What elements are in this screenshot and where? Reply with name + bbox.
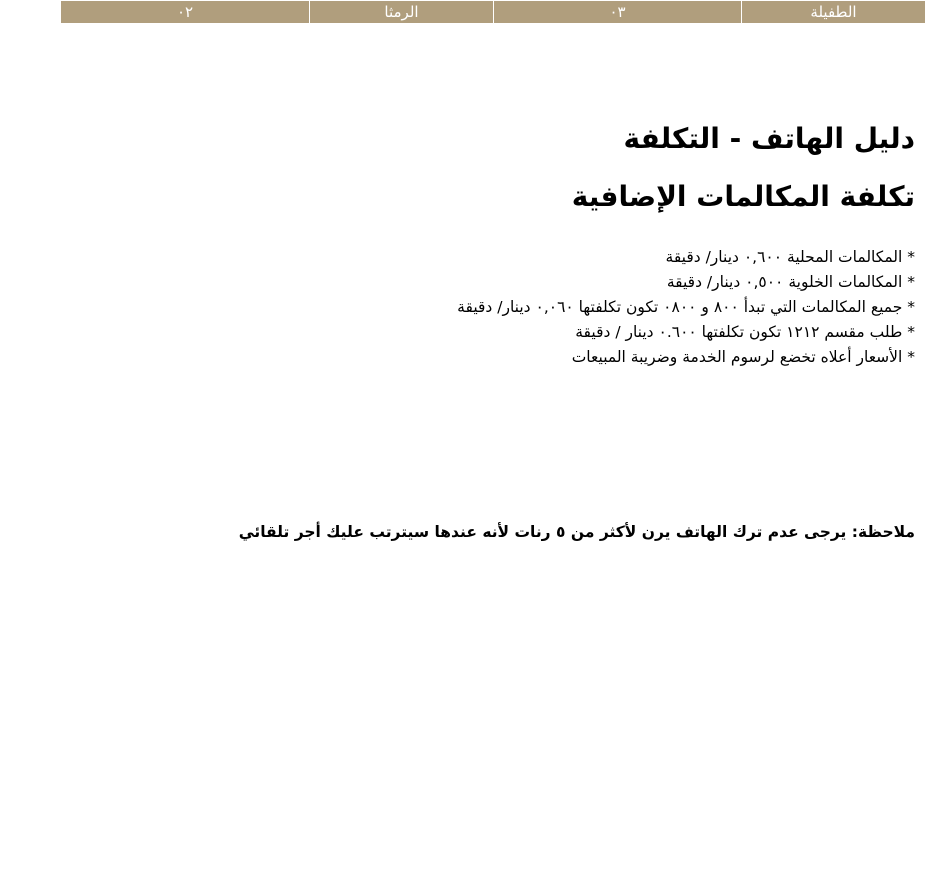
list-item: * طلب مقسم ١٢١٢ تكون تكلفتها ٠.٦٠٠ دينار / دقيقة [575, 323, 915, 341]
list-item: * الأسعار أعلاه تخضع لرسوم الخدمة وضريبة المبيعات [571, 348, 915, 366]
list-item: * المكالمات الخلوية ٠,٥٠٠ دينار/ دقيقة [666, 273, 915, 291]
table-cell-city-1: الطفيلة [742, 1, 926, 23]
rates-list [457, 245, 915, 370]
table-row [61, 1, 926, 23]
note-text: ملاحظة: يرجى عدم ترك الهاتف يرن لأكثر من ٥ رنات لأنه عندها سيترتب عليك أجر تلقائي [238, 523, 915, 541]
city-code-table [60, 1, 926, 23]
list-item: * جميع المكالمات التي تبدأ ٨٠٠ و ٠٨٠٠ تكون تكلفتها ٠,٠٦٠ دينار/ دقيقة [457, 298, 915, 316]
table-cell-code-1: ٠٣ [494, 1, 742, 23]
section-title: تكلفة المكالمات الإضافية [571, 180, 915, 213]
table-cell-city-2: الرمثا [310, 1, 494, 23]
table-cell-code-2: ٠٢ [61, 1, 310, 23]
page-title: دليل الهاتف - التكلفة [623, 122, 915, 155]
list-item: * المكالمات المحلية ٠,٦٠٠ دينار/ دقيقة [665, 248, 915, 266]
